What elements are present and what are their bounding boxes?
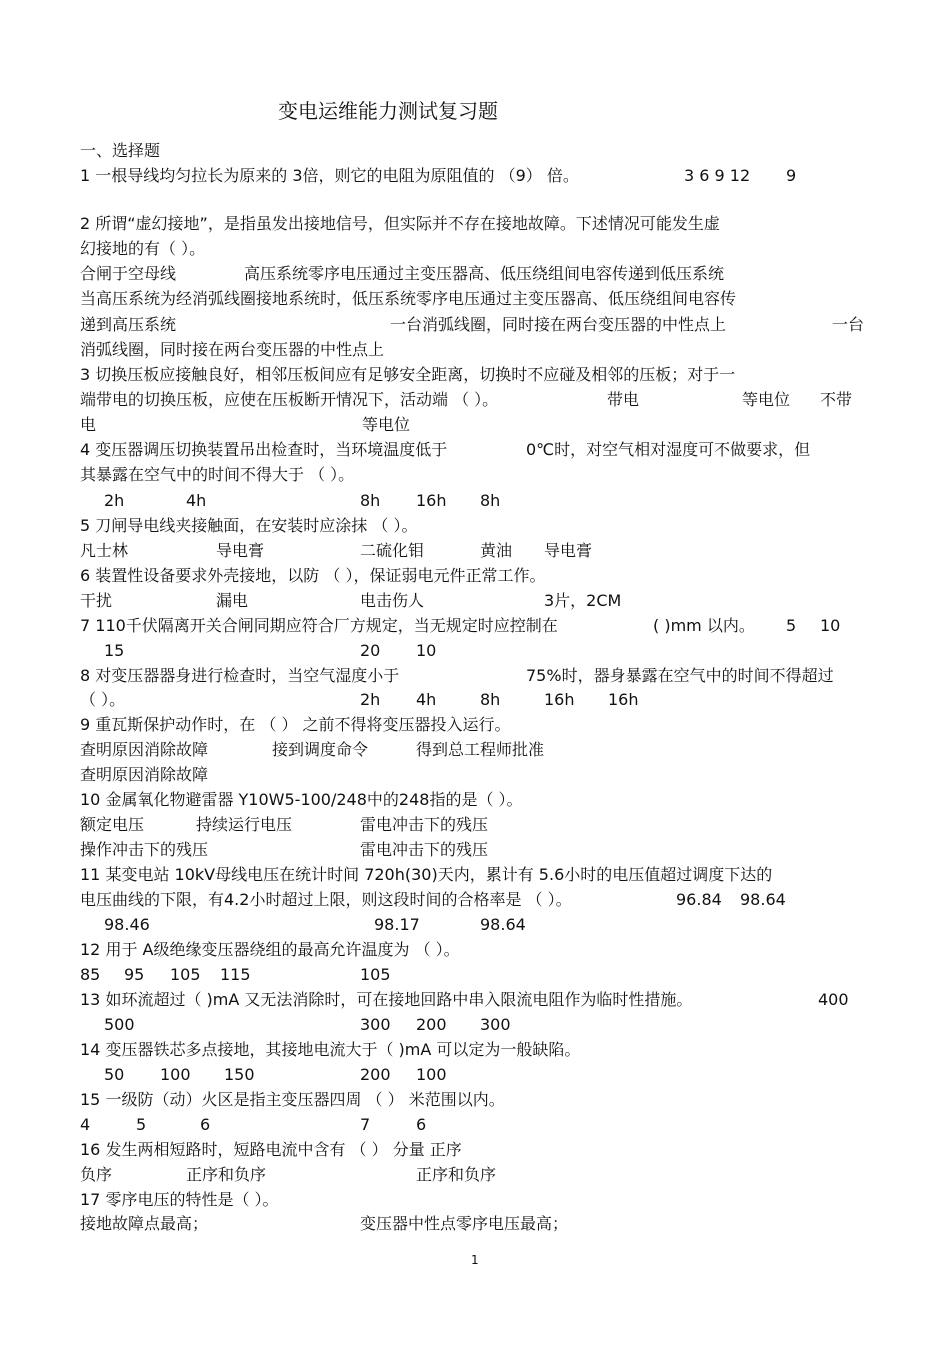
text-line: 8 对变压器器身进行检查时，当空气湿度小于: [80, 666, 400, 685]
text-segment: 得到总工程师批准: [416, 740, 545, 759]
text-segment: 400: [818, 990, 849, 1009]
text-segment: 接到调度命令: [272, 740, 369, 759]
text-line: 电: [80, 415, 97, 434]
text-line: 幻接地的有（ ）。: [80, 239, 206, 258]
text-line: 递到高压系统: [80, 315, 177, 334]
text-segment: 二硫化钼: [360, 541, 425, 560]
text-segment: 9: [786, 166, 797, 185]
text-segment: 2h: [360, 690, 381, 709]
text-line: 接地故障点最高；: [80, 1214, 209, 1233]
text-segment: 电击伤人: [360, 591, 425, 610]
text-line: 其暴露在空气中的时间不得大于 （ ）。: [80, 465, 355, 484]
text-segment: 16h: [544, 690, 575, 709]
text-segment: 20: [360, 641, 381, 660]
text-segment: 98.64: [740, 890, 786, 909]
text-segment: 变压器中性点零序电压最高；: [360, 1214, 569, 1233]
text-line: 电压曲线的下限，有4.2小时超过上限，则这段时间的合格率是 （ ）。: [80, 890, 572, 909]
text-segment: 300: [360, 1015, 391, 1034]
text-segment: 等电位: [362, 415, 411, 434]
text-segment: 8h: [480, 491, 501, 510]
text-segment: ( )mm 以内。: [653, 616, 755, 635]
text-line: 1 一根导线均匀拉长为原来的 3倍，则它的电阻为原阻值的 （9） 倍。: [80, 166, 579, 185]
text-segment: 雷电冲击下的残压: [360, 840, 489, 859]
text-segment: 96.84: [676, 890, 722, 909]
text-segment: 导电膏: [216, 541, 265, 560]
text-segment: 6: [416, 1115, 427, 1134]
text-segment: 7: [360, 1115, 371, 1134]
text-segment: 持续运行电压: [196, 815, 293, 834]
text-segment: 黄油: [480, 541, 513, 560]
text-segment: 不带: [820, 390, 853, 409]
text-segment: 10: [416, 641, 437, 660]
text-line: 14 变压器铁芯多点接地，其接地电流大于（ )mA 可以定为一般缺陷。: [80, 1040, 581, 1059]
text-line: 10 金属氧化物避雷器 Y10W5-100/248中的248指的是（ ）。: [80, 790, 523, 809]
text-segment: 正序和负序: [416, 1165, 497, 1184]
text-line: 端带电的切换压板，应使在压板断开情况下，活动端 （ ）。: [80, 390, 499, 409]
text-segment: 16h: [416, 491, 447, 510]
text-line: 12 用于 A级绝缘变压器绕组的最高允许温度为 （ ）。: [80, 940, 460, 959]
text-segment: 200: [416, 1015, 447, 1034]
text-line: 9 重瓦斯保护动作时，在 （ ） 之前不得将变压器投入运行。: [80, 715, 511, 734]
text-segment: 100: [416, 1065, 447, 1084]
text-segment: 8h: [480, 690, 501, 709]
text-segment: 115: [220, 965, 251, 984]
text-line: 消弧线圈，同时接在两台变压器的中性点上: [80, 340, 385, 359]
text-line: 16 发生两相短路时，短路电流中含有 （ ） 分量 正序: [80, 1140, 462, 1159]
text-line: 2 所谓“虚幻接地”，是指虽发出接地信号，但实际并不存在接地故障。下述情况可能发生虚: [80, 214, 720, 233]
text-segment: 漏电: [216, 591, 249, 610]
text-line: 凡士林: [80, 541, 129, 560]
section-heading: 一、选择题: [80, 141, 161, 160]
text-line: 查明原因消除故障: [80, 765, 209, 784]
text-line: 13 如环流超过（ )mA 又无法消除时，可在接地回路中串入限流电阻作为临时性措施。: [80, 990, 693, 1009]
text-segment: 98.64: [480, 915, 526, 934]
text-segment: 带电: [607, 390, 640, 409]
text-segment: 98.17: [374, 915, 420, 934]
text-line: 4: [80, 1115, 91, 1134]
text-line: 2h: [104, 491, 125, 510]
text-segment: 100: [160, 1065, 191, 1084]
text-line: 85: [80, 965, 101, 984]
text-line: 98.46: [104, 915, 150, 934]
text-line: 额定电压: [80, 815, 145, 834]
text-line: 5 刀闸导电线夹接触面，在安装时应涂抹 （ ）。: [80, 516, 418, 535]
text-segment: 3 6 9 12: [684, 166, 751, 185]
text-segment: 200: [360, 1065, 391, 1084]
text-segment: 导电膏: [544, 541, 593, 560]
text-segment: 8h: [360, 491, 381, 510]
text-line: 500: [104, 1015, 135, 1034]
text-line: 4 变压器调压切换装置吊出检查时，当环境温度低于: [80, 440, 448, 459]
text-line: 6 装置性设备要求外壳接地，以防 （ ），保证弱电元件正常工作。: [80, 566, 546, 585]
text-segment: 5: [136, 1115, 147, 1134]
text-segment: 6: [200, 1115, 211, 1134]
text-segment: 一台消弧线圈，同时接在两台变压器的中性点上: [390, 315, 727, 334]
text-segment: 5: [786, 616, 797, 635]
text-segment: 150: [224, 1065, 255, 1084]
text-line: （ ）。: [80, 690, 126, 709]
text-line: 3 切换压板应接触良好，相邻压板间应有足够安全距离，切换时不应碰及相邻的压板；对于一: [80, 365, 736, 384]
text-segment: 95: [124, 965, 145, 984]
document-title: 变电运维能力测试复习题: [278, 99, 498, 123]
text-line: 操作冲击下的残压: [80, 840, 209, 859]
text-segment: 一台: [832, 315, 865, 334]
text-segment: 正序和负序: [186, 1165, 267, 1184]
text-segment: 300: [480, 1015, 511, 1034]
text-segment: 105: [170, 965, 201, 984]
text-line: 11 某变电站 10kV母线电压在统计时间 720h(30)天内，累计有 5.6小时的电压值超过调度下达的: [80, 865, 773, 884]
text-line: 查明原因消除故障: [80, 740, 209, 759]
text-segment: 雷电冲击下的残压: [360, 815, 489, 834]
page-number: 1: [471, 1253, 479, 1267]
text-line: 合闸于空母线: [80, 264, 177, 283]
text-segment: 等电位: [742, 390, 791, 409]
text-segment: 105: [360, 965, 391, 984]
text-line: 负序: [80, 1165, 113, 1184]
text-line: 50: [104, 1065, 125, 1084]
text-line: 15: [104, 641, 125, 660]
text-segment: 10: [820, 616, 841, 635]
text-segment: 4h: [186, 491, 207, 510]
text-segment: 3片，2CM: [544, 591, 622, 610]
text-line: 15 一级防（动）火区是指主变压器四周 （ ） 米范围以内。: [80, 1090, 505, 1109]
text-segment: 4h: [416, 690, 437, 709]
text-segment: 0℃时，对空气相对湿度可不做要求，但: [526, 440, 811, 459]
text-line: 7 110千伏隔离开关合闸同期应符合厂方规定，当无规定时应控制在: [80, 616, 558, 635]
text-line: 干扰: [80, 591, 113, 610]
text-segment: 高压系统零序电压通过主变压器高、低压绕组间电容传递到低压系统: [244, 264, 725, 283]
text-segment: 16h: [608, 690, 639, 709]
text-line: 17 零序电压的特性是（ ）。: [80, 1190, 279, 1209]
text-line: 当高压系统为经消弧线圈接地系统时，低压系统零序电压通过主变压器高、低压绕组间电容传: [80, 289, 737, 308]
text-segment: 75%时，器身暴露在空气中的时间不得超过: [526, 666, 834, 685]
